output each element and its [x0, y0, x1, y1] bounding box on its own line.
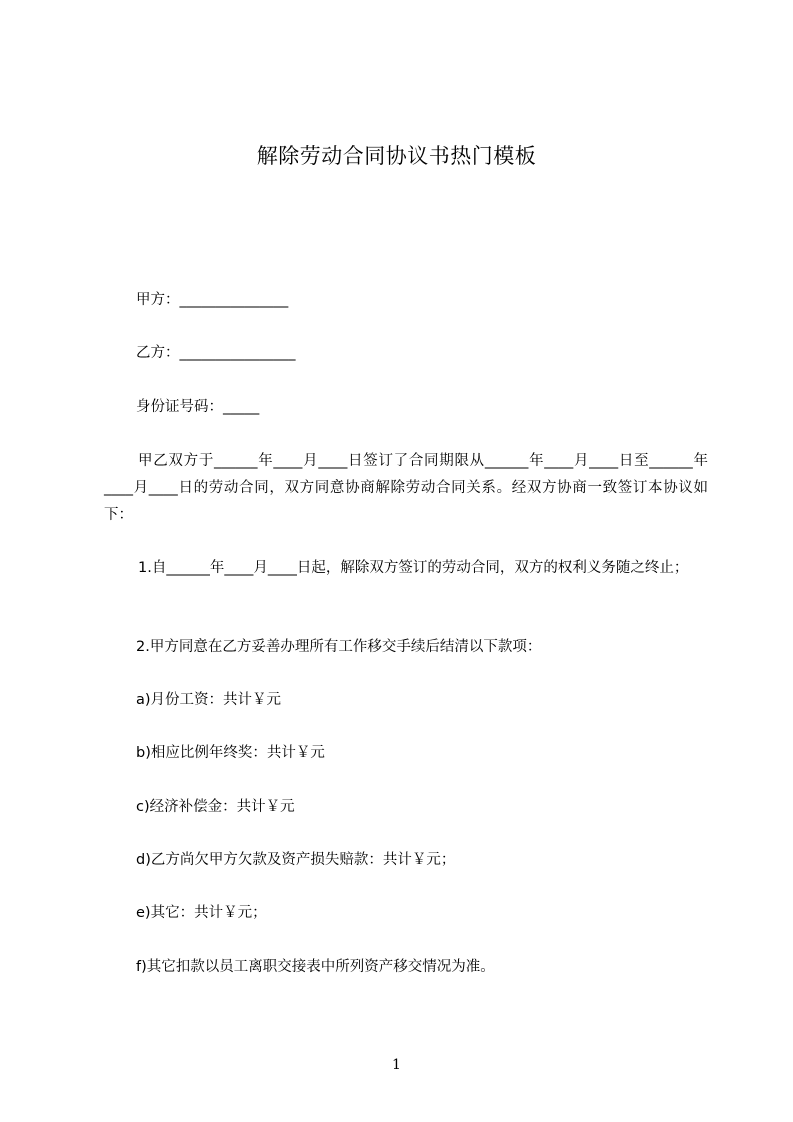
party-b-field: 乙方：________________: [136, 345, 296, 361]
page-number: 1: [392, 1057, 401, 1073]
payment-item-d: d)乙方尚欠甲方欠款及资产损失赔款：共计￥元；: [136, 852, 456, 868]
document-title: 解除劳动合同协议书热门模板: [256, 144, 537, 168]
intro-paragraph: 甲乙双方于______年____月____日签订了合同期限从______年____月____日至______年____月____日的劳动合同，双方同意协商解除劳动合同关系。经双方协商一致签订本协议如下：: [104, 453, 708, 523]
payment-item-c: c)经济补偿金：共计￥元: [136, 799, 295, 815]
payment-item-f: f)其它扣款以员工离职交接表中所列资产移交情况为准。: [136, 959, 495, 975]
payment-item-b: b)相应比例年终奖：共计￥元: [136, 745, 325, 761]
id-number-field: 身份证号码：_____: [136, 399, 260, 415]
payment-item-a: a)月份工资：共计￥元: [136, 692, 282, 708]
clause-1-paragraph: 1.自______年____月____日起，解除双方签订的劳动合同，双方的权利义务随之终止；: [138, 560, 689, 576]
payment-item-e: e)其它：共计￥元；: [136, 905, 267, 921]
clause-2-paragraph: 2.甲方同意在乙方妥善办理所有工作移交手续后结清以下款项：: [136, 639, 542, 655]
party-a-field: 甲方：_______________: [136, 292, 289, 308]
